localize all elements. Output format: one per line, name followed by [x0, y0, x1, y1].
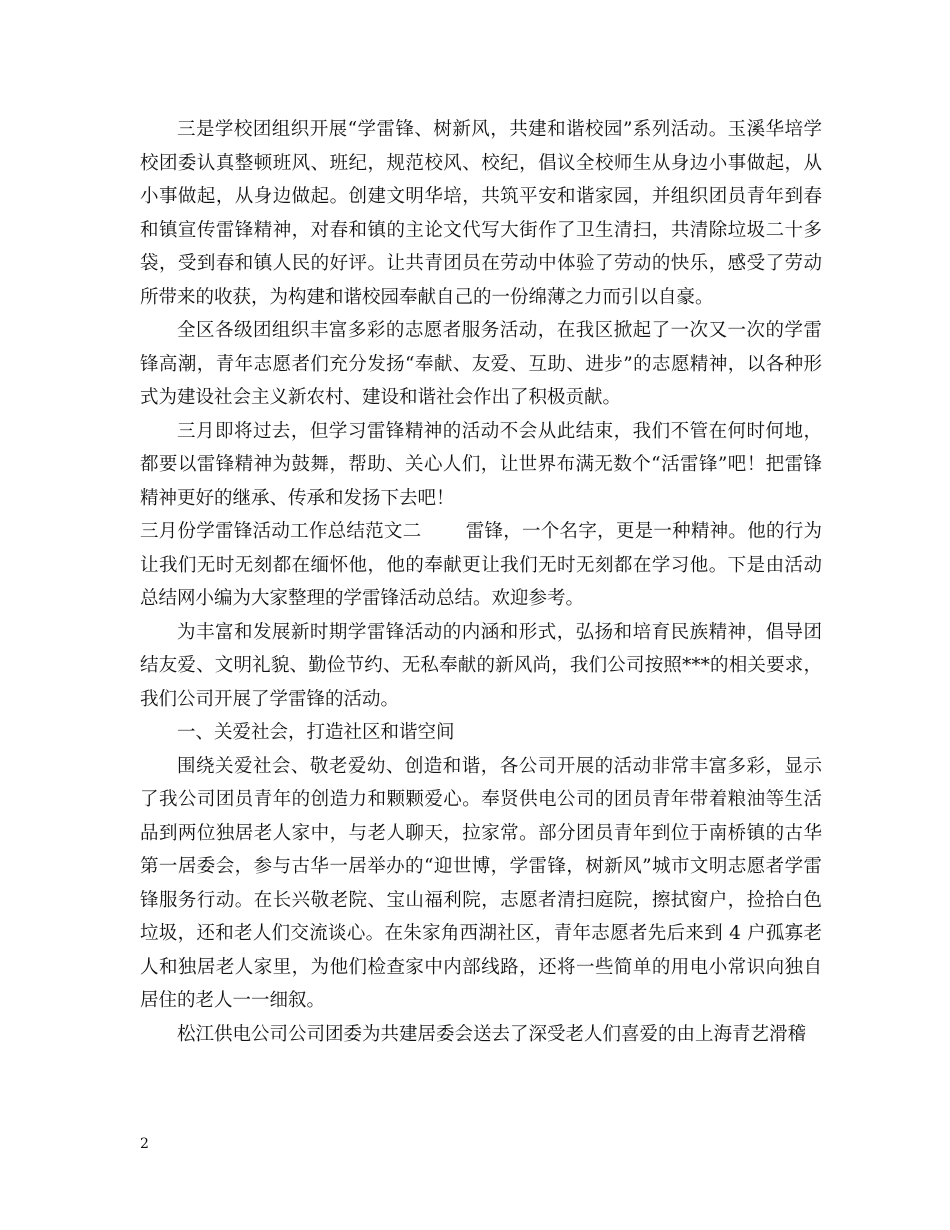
paragraph-summary-two: [140, 515, 822, 616]
paragraph-community-care: 围绕关爱社会、敬老爱幼、创造和谐，各公司开展的活动非常丰富多彩，显示了我公司团员青年的创造力和颗颗爱心。奉贤供电公司的团员青年带着粮油等生活品到两位独居老人家中，与老人聊天，拉家常。部分团员青年到位于南桥镇的古华第一居委会，参与古华一居举办的“迎世博，学雷锋，树新风”城市文明志愿者学雷锋服务行动。在长兴敬老院、宝山福利院，志愿者清扫庭院，擦拭窗户，捡拾白色垃圾，还和老人们交流谈心。在朱家角西湖社区，青年志愿者先后来到 4 户孤寡老人和独居老人家里，为他们检查家中内部线路，还将一些简单的用电小常识向独自居住的老人一一细叙。: [140, 755, 822, 1011]
page-number: 2: [140, 1136, 149, 1152]
section-heading: 三月份学雷锋活动工作总结范文二: [140, 521, 422, 542]
paragraph-volunteer-service: 全区各级团组织丰富多彩的志愿者服务活动，在我区掀起了一次又一次的学雷锋高潮，青年志愿者们充分发扬“奉献、友爱、互助、进步”的志愿精神，以各种形式为建设社会主义新农村、建设和谐社会作出了积极贡献。: [140, 320, 822, 408]
paragraph-company-activity: 为丰富和发展新时期学雷锋活动的内涵和形式，弘扬和培育民族精神，倡导团结友爱、文明礼貌、勤俭节约、无私奉献的新风尚，我们公司按照***的相关要求，我们公司开展了学雷锋的活动。: [140, 621, 822, 710]
paragraph-songjiang: 松江供电公司公司团委为共建居委会送去了深受老人们喜爱的由上海青艺滑稽: [177, 1023, 807, 1045]
subheading-care-society: 一、关爱社会，打造社区和谐空间: [177, 722, 455, 743]
paragraph-summary-intro: 雷锋，一个名字，更是一种精神。他的行为让我们无时无刻都在缅怀他，他的奉献更让我们无时无刻都在学习他。下是由活动总结网小编为大家整理的学雷锋活动总结。欢迎参考。: [140, 521, 822, 609]
paragraph-march-ending: 三月即将过去，但学习雷锋精神的活动不会从此结束，我们不管在何时何地，都要以雷锋精神为鼓舞，帮助、关心人们，让世界布满无数个“活雷锋”吧！把雷锋精神更好的继承、传承和发扬下去吧！: [140, 420, 822, 509]
paragraph-school-activity: 三是学校团组织开展“学雷锋、树新风，共建和谐校园”系列活动。玉溪华培学校团委认真整顿班风、班纪，规范校风、校纪，倡议全校师生从身边小事做起，从小事做起，从身边做起。创建文明华培，共筑平安和谐家园，并组织团员青年到春和镇宣传雷锋精神，对春和镇的主论文代写大街作了卫生清扫，共清除垃圾二十多袋，受到春和镇人民的好评。让共青团员在劳动中体验了劳动的快乐，感受了劳动所带来的收获，为构建和谐校园奉献自己的一份绵薄之力而引以自豪。: [140, 119, 822, 308]
document-body: [140, 113, 822, 1051]
